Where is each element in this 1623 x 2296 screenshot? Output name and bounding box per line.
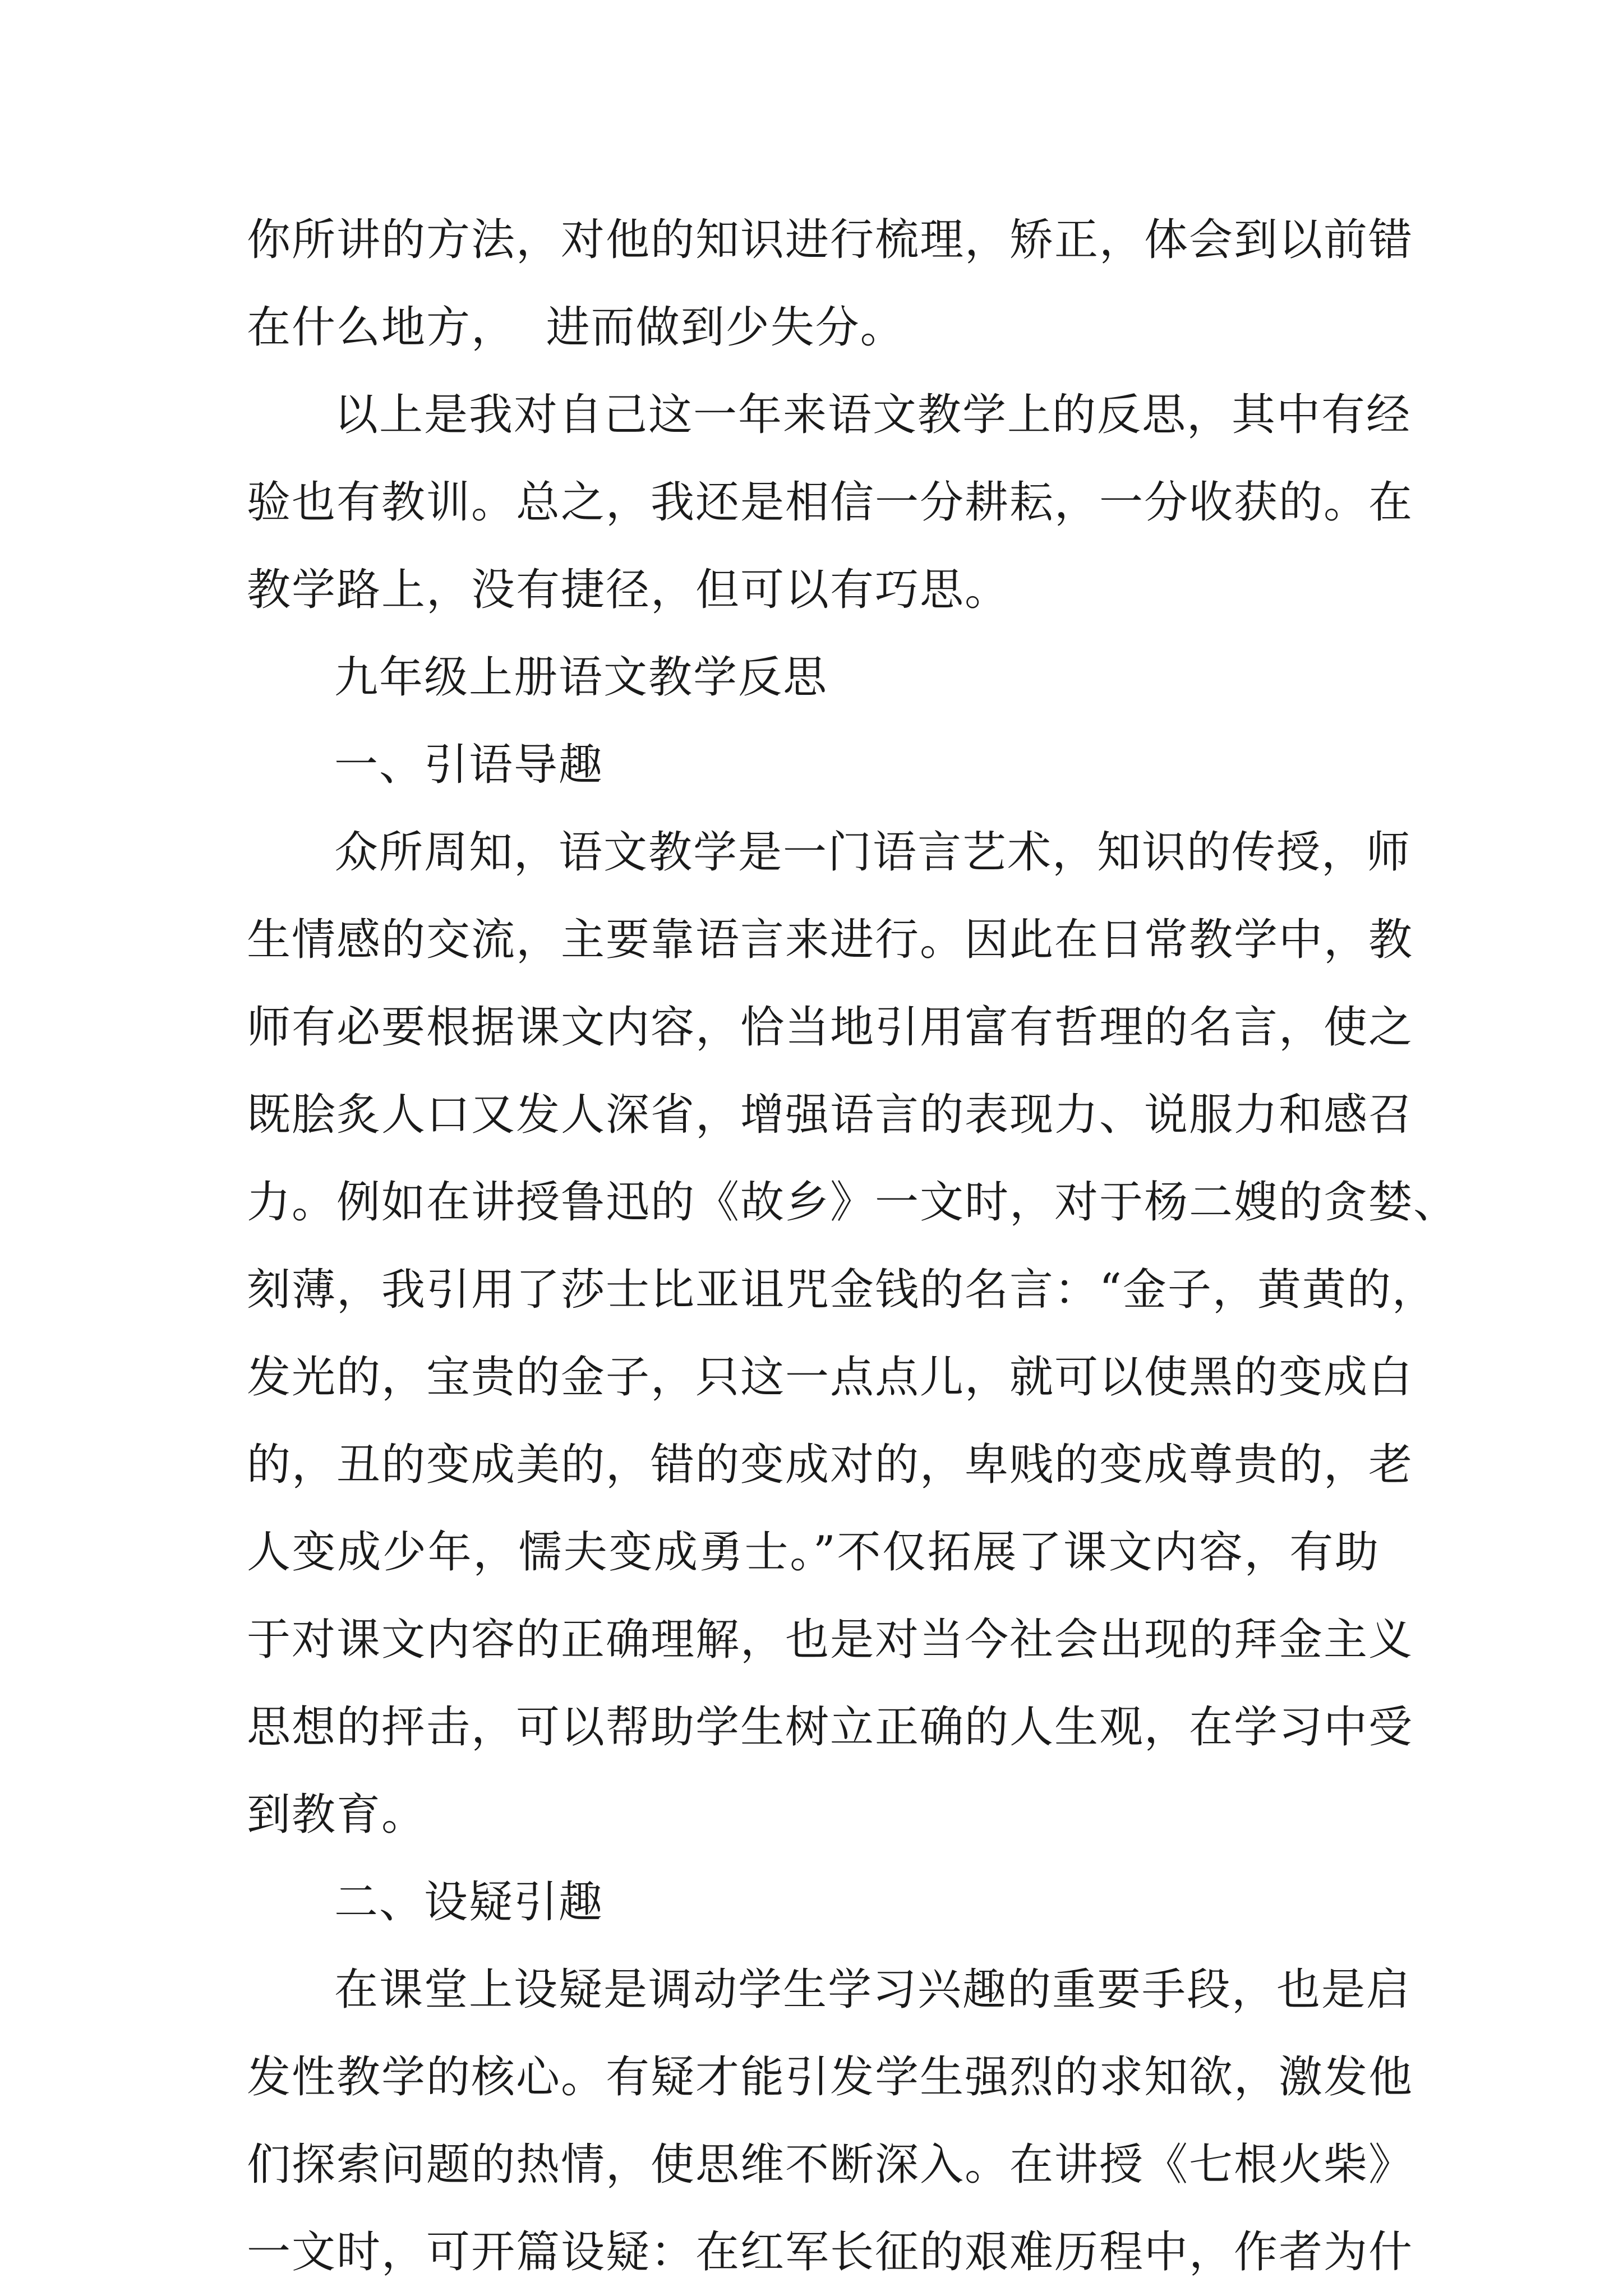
text-line: 师有必要根据课文内容，恰当地引用富有哲理的名言，使之 bbox=[247, 1002, 1414, 1053]
text-line: 人变成少年，懦夫变成勇士。”不仅拓展了课文内容，有助 bbox=[247, 1527, 1380, 1578]
text-line: 刻薄，我引用了莎士比亚诅咒金钱的名言：“金子，黄黄的， bbox=[247, 1265, 1437, 1315]
text-line: 验也有教训。总之，我还是相信一分耕耘，一分收获的。在 bbox=[247, 477, 1414, 528]
section-1-paragraph bbox=[247, 809, 1459, 1859]
section-2-paragraph bbox=[247, 1946, 1414, 2296]
text-line: 既脍炙人口又发人深省，增强语言的表现力、说服力和感召 bbox=[247, 1090, 1414, 1140]
text-line: 在课堂上设疑是调动学生学习兴趣的重要手段，也是启 bbox=[334, 1965, 1412, 2015]
paragraph-continuation bbox=[247, 196, 1414, 371]
text-line: 发性教学的核心。有疑才能引发学生强烈的求知欲，激发他 bbox=[247, 2052, 1414, 2103]
text-line: 在什么地方， 进而做到少失分。 bbox=[247, 302, 905, 353]
text-line: 以上是我对自己这一年来语文教学上的反思，其中有经 bbox=[334, 390, 1412, 440]
text-line: 的，丑的变成美的，错的变成对的，卑贱的变成尊贵的，老 bbox=[247, 1440, 1414, 1490]
text-line: 发光的，宝贵的金子，只这一点点儿，就可以使黑的变成白 bbox=[247, 1352, 1414, 1403]
text-line: 们探索问题的热情，使思维不断深入。在讲授《七根火柴》 bbox=[247, 2140, 1414, 2190]
text-line: 到教育。 bbox=[247, 1790, 427, 1840]
document-title: 九年级上册语文教学反思 bbox=[334, 652, 828, 703]
paragraph-summary bbox=[247, 371, 1414, 634]
text-line: 一文时，可开篇设疑：在红军长征的艰难历程中，作者为什 bbox=[247, 2227, 1414, 2277]
document-body bbox=[247, 196, 1459, 2296]
text-line: 你所讲的方法，对他的知识进行梳理，矫正，体会到以前错 bbox=[247, 215, 1414, 265]
text-line: 教学路上，没有捷径，但可以有巧思。 bbox=[247, 565, 1010, 615]
text-line: 于对课文内容的正确理解，也是对当今社会出现的拜金主义 bbox=[247, 1615, 1414, 1665]
text-line: 思想的抨击，可以帮助学生树立正确的人生观，在学习中受 bbox=[247, 1702, 1414, 1753]
text-line: 生情感的交流，主要靠语言来进行。因此在日常教学中，教 bbox=[247, 915, 1414, 965]
text-line: 众所周知，语文教学是一门语言艺术，知识的传授，师 bbox=[334, 827, 1412, 878]
text-line: 力。例如在讲授鲁迅的《故乡》一文时，对于杨二嫂的贪婪、 bbox=[247, 1177, 1459, 1228]
section-heading-2: 二、设疑引趣 bbox=[334, 1877, 604, 1928]
section-heading-1: 一、引语导趣 bbox=[334, 740, 604, 790]
